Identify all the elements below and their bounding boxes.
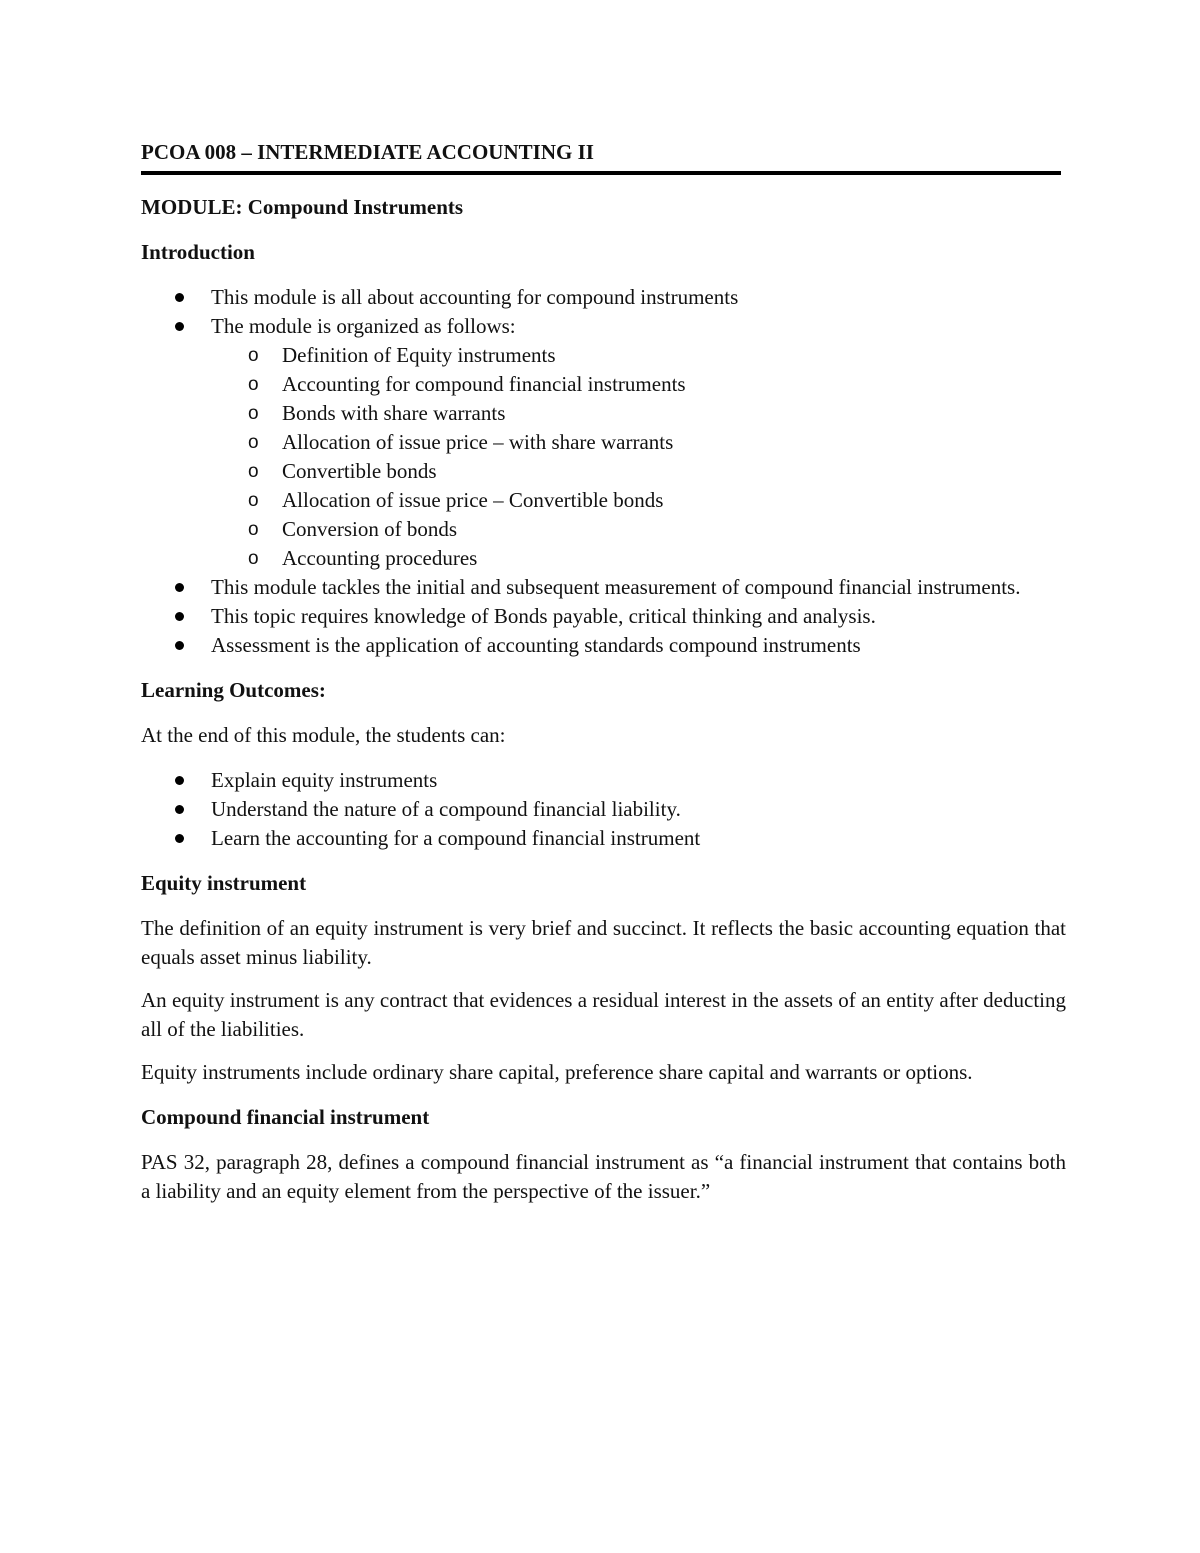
bullet-icon	[175, 776, 184, 785]
circle-bullet-icon: o	[248, 490, 259, 511]
bullet-icon	[175, 612, 184, 621]
course-title: PCOA 008 – INTERMEDIATE ACCOUNTING II	[141, 138, 1061, 175]
sub-list-item-text: Bonds with share warrants	[282, 401, 506, 425]
sub-list-item-text: Conversion of bonds	[282, 517, 457, 541]
sub-list-item	[211, 428, 1066, 457]
list-item	[141, 283, 1066, 312]
introduction-heading: Introduction	[141, 240, 255, 264]
module-outline-list	[211, 341, 1066, 573]
list-item-text: Understand the nature of a compound financial liability.	[211, 797, 681, 821]
sub-list-item-text: Allocation of issue price – with share warrants	[282, 430, 674, 454]
sub-list-item	[211, 515, 1066, 544]
list-item-text: Explain equity instruments	[211, 768, 438, 792]
list-item	[141, 631, 1066, 660]
paragraph: PAS 32, paragraph 28, defines a compound financial instrument as “a financial instrument that contains both a liability and an equity element from the perspective of the issuer.”	[141, 1150, 1066, 1203]
list-item-text: This topic requires knowledge of Bonds payable, critical thinking and analysis.	[211, 604, 876, 628]
circle-bullet-icon: o	[248, 374, 259, 395]
bullet-icon	[175, 805, 184, 814]
list-item-text: Learn the accounting for a compound financial instrument	[211, 826, 701, 850]
circle-bullet-icon: o	[248, 519, 259, 540]
list-item	[141, 573, 1066, 602]
circle-bullet-icon: o	[248, 461, 259, 482]
sub-list-item	[211, 544, 1066, 573]
sub-list-item	[211, 370, 1066, 399]
sub-list-item-text: Convertible bonds	[282, 459, 437, 483]
sub-list-item-text: Allocation of issue price – Convertible bonds	[282, 488, 664, 512]
sub-list-item	[211, 457, 1066, 486]
compound-financial-instrument-heading: Compound financial instrument	[141, 1105, 430, 1129]
introduction-list	[141, 283, 1066, 660]
bullet-icon	[175, 293, 184, 302]
sub-list-item	[211, 486, 1066, 515]
sub-list-item-text: Accounting for compound financial instruments	[282, 372, 686, 396]
sub-list-item	[211, 341, 1066, 370]
learning-outcomes-list	[141, 766, 1066, 853]
paragraph: The definition of an equity instrument is very brief and succinct. It reflects the basic accounting equation that equals asset minus liability.	[141, 916, 1066, 969]
bullet-icon	[175, 834, 184, 843]
module-title: MODULE: Compound Instruments	[141, 195, 464, 219]
list-item-text: This module is all about accounting for compound instruments	[211, 285, 739, 309]
list-item-text: The module is organized as follows:	[211, 314, 516, 338]
bullet-icon	[175, 641, 184, 650]
learning-outcomes-heading: Learning Outcomes:	[141, 678, 326, 702]
list-item	[141, 824, 1066, 853]
equity-instrument-heading: Equity instrument	[141, 871, 307, 895]
circle-bullet-icon: o	[248, 548, 259, 569]
list-item	[141, 312, 1066, 573]
learning-outcomes-intro: At the end of this module, the students can:	[141, 723, 506, 747]
document-page	[141, 138, 1066, 1206]
list-item	[141, 602, 1066, 631]
bullet-icon	[175, 583, 184, 592]
circle-bullet-icon: o	[248, 345, 259, 366]
sub-list-item	[211, 399, 1066, 428]
bullet-icon	[175, 322, 184, 331]
list-item	[141, 766, 1066, 795]
list-item-text: This module tackles the initial and subsequent measurement of compound financial instruments.	[211, 575, 1021, 599]
list-item	[141, 795, 1066, 824]
circle-bullet-icon: o	[248, 432, 259, 453]
sub-list-item-text: Accounting procedures	[282, 546, 478, 570]
list-item-text: Assessment is the application of accounting standards compound instruments	[211, 633, 861, 657]
sub-list-item-text: Definition of Equity instruments	[282, 343, 556, 367]
circle-bullet-icon: o	[248, 403, 259, 424]
paragraph: Equity instruments include ordinary share capital, preference share capital and warrants or options.	[141, 1060, 973, 1084]
paragraph: An equity instrument is any contract that evidences a residual interest in the assets of an entity after deducting all of the liabilities.	[141, 988, 1066, 1041]
